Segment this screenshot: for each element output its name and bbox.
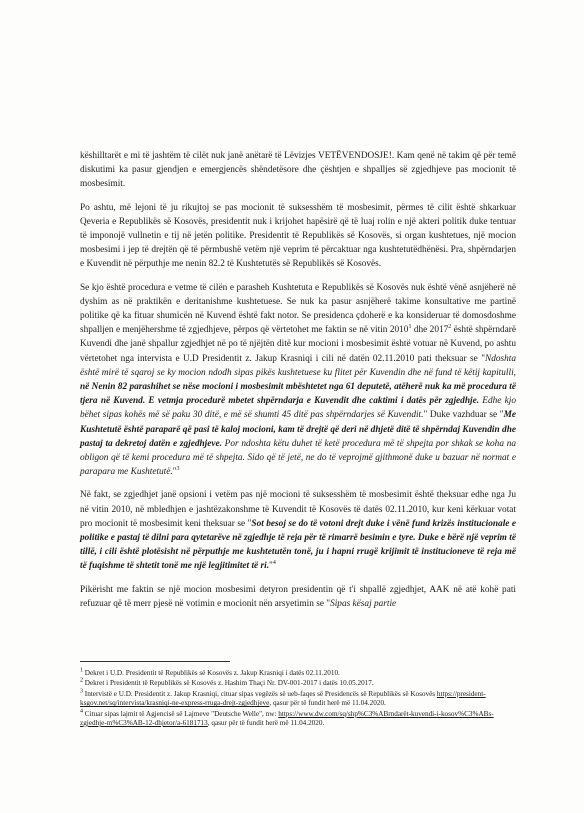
text-run: , qasur për të fundit herë më 11.04.2020. — [207, 719, 325, 728]
emphasized-text: Edhe kjo bëhet sipas kohës më së paku 30 ditë, e më së shumti 45 ditë pas shpërndarjes së Kuvendit. — [80, 396, 517, 421]
text-run: Po ashtu, më lejoni të ju rikujtoj se pas mocionit të suksesshëm të mosbesimit, përmes të cilit është shkarkuar Qeveria e Republikës së Kosovës, presidentit nuk i krijohet hapësirë që të luaj rolin e një akteri politik duke tentuar të imponojë vullnetin e tij në jetën politike. Presidentit të Republikës së Kosovës, si organ kushtetues, një mocion mosbesimi i jep të drejtën që të përmbushë vetëm një veprim të përcaktuar nga kushtetutëdhënësi. Pra, shpërndarjen e Kuvendit në përputhje me nenin 82.2 të Kushtetutës së Republikës së Kosovës. — [80, 202, 516, 270]
paragraph — [80, 201, 516, 272]
footnotes — [80, 661, 516, 729]
text-run: Intervistë e U.D. Presidentit z. Jakup Krasniqi, cituar sipas vegëzës së ueb-faqes së Presidencës së Republikës së Kosovës — [83, 689, 437, 698]
paragraph — [80, 583, 516, 611]
footnote — [80, 690, 516, 709]
emphasized-text: në Nenin 82 parashihet se nëse mocioni i mosbesimit mbështetet nga 61 deputetë, atëherë nuk ka më procedura të tjera në Kuvend. E vetmja procedurë mbetet shpërndarja e Kuvendit dhe caktimi i datës për zgjedhje. — [80, 382, 516, 407]
footnote-number: 4 — [80, 708, 83, 715]
text-run: " — [172, 467, 177, 478]
text-run: dhe 2017 — [411, 325, 449, 336]
footnote-ref: 2 — [448, 324, 452, 331]
footnote-ref: 4 — [272, 560, 276, 567]
text-run: Se kjo është procedura e vetme të cilën e parasheh Kushtetuta e Republikës së Kosovës nuk është vënë asnjëherë në dyshim as në praktikën e deritanishme kushtetuese. Se nuk ka pasur asnjëherë takime konsultative me partinë politike që ka fituar shumicën në Kuvend është fakt notor. Se presidenca çdoherë e ka konsideruar të domosdoshme shpalljen e menjëhershme të zgjedhjeve, përpos që vërtetohet me faktin se në vitin 2010 — [80, 282, 516, 336]
text-run: Cituar sipas lajmit të Agjencisë së Lajmeve "Deutsche Welle", nw: — [83, 709, 279, 718]
paragraph — [80, 281, 516, 480]
footnote-link[interactable]: https://www.dw.com/sq/shp%C3%ABrndarët-kuvendi-i-kosov%C3%ABs-zgjedhje-m%C3%AB-12-dhjetor/a-6181713 — [80, 709, 494, 728]
footnote-number: 1 — [80, 667, 83, 674]
text-run: Pikërisht me faktin se një mocion mosbesimi detyron presidentin që t'i shpallë zgjedhjet, AAK në atë kohë pati refuzuar që të merr pjesë në votimin e mocionit nën arsyetimin se " — [80, 584, 516, 609]
footnote — [80, 710, 516, 729]
body-text — [80, 149, 516, 620]
text-run: është shpërndarë Kuvendi dhe janë shpallur zgjedhjet në po të njëjtën ditë kur mocioni i mosbesimit është votuar në Kuvend, po ashtu vërtetohet nga intervista e U.D Presidentit z. Jakup Krasniqi i cili në datën 02.11.2010 pati theksuar se " — [80, 325, 516, 364]
text-run: Në fakt, se zgjedhjet janë opsioni i vetëm pas një mocioni të suksesshëm të mosbesimit është theksuar edhe nga Ju në vitin 2010, në mbledhjen e jashtëzakonshme të Kuvendit të Kosovës të datës 02.11.2010, kur keni kërkuar votat pro mocionit të mosbesimit keni theksuar se " — [80, 490, 516, 529]
emphasized-text: Ndoshta është mirë të sqaroj se ky mocion ndodh sipas pikës kushtetuese ku flitet për Kuvendin dhe në fund të këtij kapitulli, — [80, 353, 516, 378]
text-run: Dekret i Presidentit të Republikës së Kosovës z. Hashim Thaçi Nr. DV-001-2017 i datës 10.05.2017. — [83, 679, 374, 688]
footnote-ref: 3 — [176, 466, 180, 473]
footnote-list — [80, 669, 516, 728]
footnote-number: 3 — [80, 688, 83, 695]
paragraph — [80, 488, 516, 573]
text-run: " Duke vazhduar se " — [423, 410, 504, 421]
text-run: Dekret i U.D. Presidentit të Republikës së Kosovës z. Jakup Krasniqi i datës 02.11.2010. — [83, 669, 340, 677]
footnote — [80, 679, 516, 688]
footnote — [80, 669, 516, 678]
emphasized-text: Me Kushtetutë është paraparë që pasi të kaloj mocioni, kam të drejtë që deri në dhjetë ditë të shpërndaj Kuvendin dhe pastaj ta dekretoj datën e zgjedhjeve. — [80, 410, 516, 449]
emphasized-text: Sipas kësaj partie — [330, 598, 397, 609]
footnote-separator — [80, 661, 230, 662]
emphasized-text: Por ndoshta këtu duhet të ketë procedura më të shpejta por shkak se koha na obligon që të kemi procedura më të shpejta. Sido që të jetë, ne do të veprojmë gjithmonë duke u bazuar në normat e parapara me Kushtetutë. — [80, 438, 516, 478]
footnote-ref: 1 — [408, 324, 412, 331]
text-run: " — [269, 561, 273, 572]
footnote-number: 2 — [80, 678, 83, 685]
paragraph — [80, 149, 516, 192]
footnote-link[interactable]: https://president-ksgov.net/sq/intervista/krasniqi-ne-express-rruga-drejt-zgjedhjeve — [80, 689, 486, 708]
emphasized-text: Sot besoj se do të votoni drejt duke i vënë fund krizës institucionale e politike e pastaj të dilni para qytetarëve në zgjedhje të reja për të rimarrë besimin e tyre. Duke e bërë një veprim të tillë, i cili është plotësisht në përputhje me kushtetutën tonë, ju i hapni rrugë krijimit të institucioneve të reja më të fuqishme të shtetit tonë me një legjitimitet të ri. — [80, 518, 517, 572]
text-run: , qasur për të fundit herë më 11.04.2020. — [269, 699, 386, 708]
text-run: këshilltarët e mi të jashtëm të cilët nuk janë anëtarë të Lëvizjes VETËVENDOSJE!. Kam qenë në takim që për temë diskutimi ka pasur gjendjen e emergjencës shëndetësore dhe çështjen e shpalljes së zgjedhjeve pas mocionit të mosbesimit. — [80, 151, 516, 190]
